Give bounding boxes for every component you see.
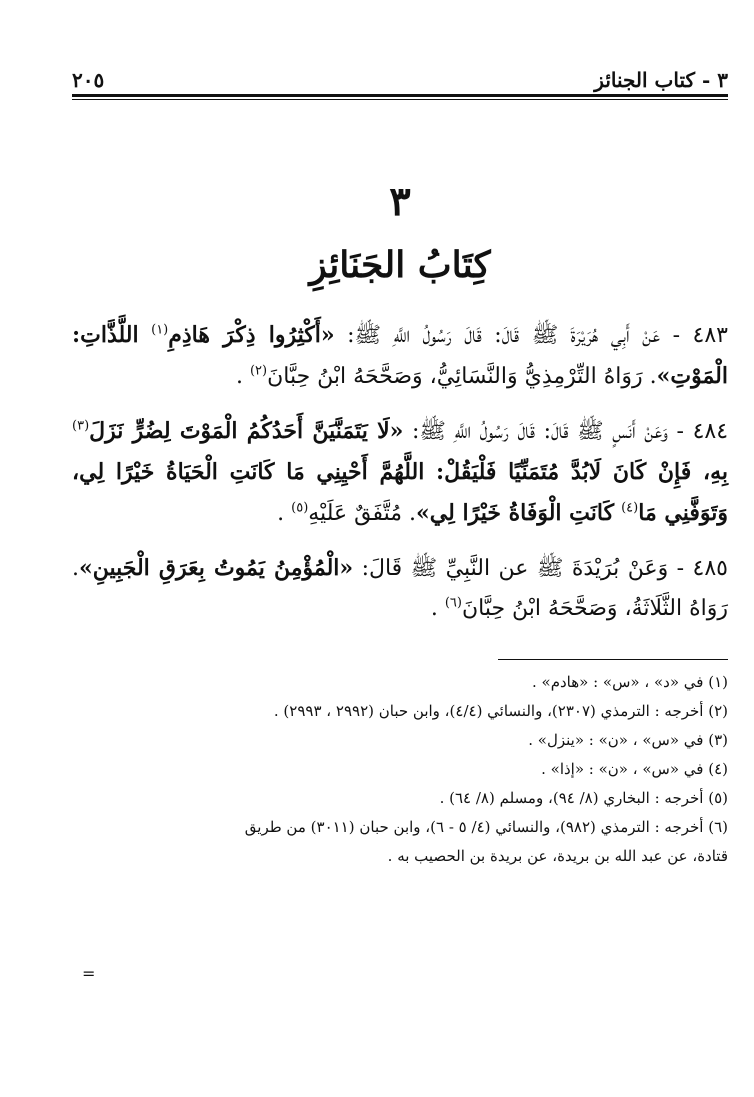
hadith-source: . مُتَّفَقٌ عَلَيْهِ [308,501,416,527]
footnote-ref: (٤) [621,500,639,516]
header-rule-thick [72,94,728,97]
footnote-4: (٤) في «س» ، «ن» : «إذا» . [541,760,728,779]
hadith-source: . رَوَاهُ الثَّلَاثَةُ، وَصَحَّحَهُ ابْنُ حِبَّانَ [72,556,728,622]
continuation-mark: = [82,964,96,983]
hadith-intro: ٤٨٤ - وَعَنْ أَنَسٍ ﷺ قَالَ: قَالَ رَسُولُ اللَّهِ ﷺ: [412,419,729,445]
footnote-ref: (١) [151,322,169,338]
hadith-quote: «أَكْثِرُوا ذِكْرَ هَاذِمِ [168,322,335,349]
footnote-3: (٣) في «س» ، «ن» : «ينزل» . [528,731,728,750]
footnote-ref: (٥) [291,500,309,516]
footnote-ref: (٢) [249,363,268,379]
hadith-484 [72,411,728,534]
running-header [72,58,728,92]
hadith-end: . [277,501,285,527]
page-number: ٢٠٥ [72,68,105,92]
footnote-6: (٦) أخرجه : الترمذي (٩٨٢)، والنسائي (٤/ ٥ - ٦)، وابن حبان (٣٠١١) من طريق [244,818,728,837]
book-page [72,58,728,871]
hadith-quote: «لَا يَتَمَنَّيَنَّ أَحَدُكُمُ الْمَوْتَ لِضُرٍّ نَزَلَ [89,418,404,445]
header-rule-thin [72,99,728,100]
hadith-quote: بِهِ، فَإِنْ كَانَ لَابُدَّ مُتَمَنِّيًا فَلْيَقُلْ: اللَّهُمَّ أَحْيِنِي مَا كَانَتِ الْحَيَاةُ خَيْرًا لِي، وَتَوَفَّنِي مَا [72,459,728,527]
hadith-quote: «الْمُؤْمِنُ يَمُوتُ بِعَرَقِ الْجَبِينِ» [79,555,354,582]
footnote-ref: (٦) [444,595,462,611]
hadith-source: . رَوَاهُ التِّرْمِذِيُّ وَالنَّسَائِيُّ، وَصَحَّحَهُ ابْنُ حِبَّانَ [267,364,657,390]
footnote-2: (٢) أخرجه : الترمذي (٢٣٠٧)، والنسائي (٤/٤)، وابن حبان (٢٩٩٢ ، ٢٩٩٣) . [273,702,728,721]
hadith-end: . [430,596,438,622]
hadith-485 [72,548,728,629]
hadith-intro: ٤٨٥ - وَعَنْ بُرَيْدَةَ ﷺ عن النَّبِيِّ ﷺ قَالَ: [361,556,728,582]
hadith-list [72,315,728,629]
footnote-ref: (٣) [72,418,90,434]
hadith-quote: كَانَتِ الْوَفَاةُ خَيْرًا لِي» [416,500,615,527]
hadith-483 [72,315,728,397]
footnote-6-continuation: قتادة، عن عبد الله بن بريدة، عن بريدة بن الحصيب به . [387,847,728,866]
chapter-title: كِتَابُ الجَنَائِزِ [309,244,491,286]
running-chapter-title: ٣ - كتاب الجنائز [594,68,728,92]
footnote-1: (١) في «د» ، «س» : «هادم» . [532,673,728,692]
footnote-separator [498,659,728,660]
footnote-5: (٥) أخرجه : البخاري (٨/ ٩٤)، ومسلم (٨/ ٦٤) . [439,789,728,808]
footnotes [72,668,728,871]
hadith-quote: اللَّذَّاتِ: الْمَوْتِ» [72,322,728,390]
chapter-number: ٣ [389,178,411,225]
hadith-end: . [235,364,243,390]
hadith-intro: ٤٨٣ - عَنْ أَبِي هُرَيْرَةَ ﷺ قَالَ: قَالَ رَسُولُ اللَّهِ ﷺ: [347,323,728,349]
